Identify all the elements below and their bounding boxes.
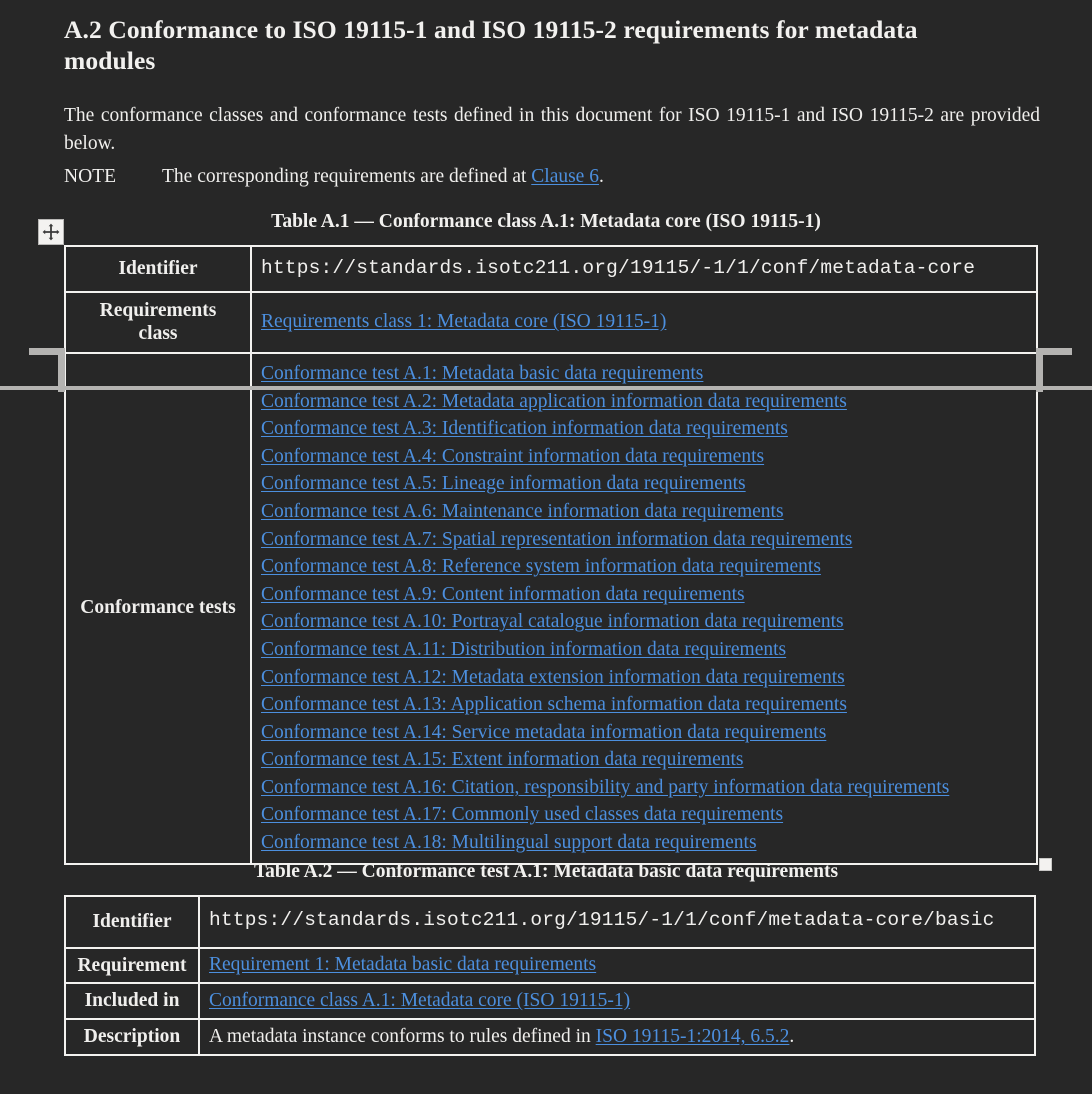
table-row <box>65 948 1035 984</box>
intro-line-2: 19115-2 are provided below. <box>64 105 1041 154</box>
list-item <box>261 526 1027 554</box>
list-item <box>261 443 1027 471</box>
table-row <box>65 896 1035 948</box>
conformance-test-link[interactable]: Conformance test A.4: Constraint information data requirements <box>261 445 765 467</box>
note-line <box>64 163 1040 190</box>
conformance-test-link[interactable]: Conformance test A.1: Metadata basic data requirements <box>261 363 704 385</box>
conformance-test-link[interactable]: Conformance test A.13: Application schema information data requirements <box>261 694 847 716</box>
bracket-bar-vertical <box>58 348 65 392</box>
table-resize-corner[interactable] <box>1039 858 1052 871</box>
cell-included-in-value <box>199 983 1035 1019</box>
page-title: A.2 Conformance to ISO 19115-1 and ISO 19115-2 requirements for metadata modules <box>64 15 918 76</box>
table-a1-caption: Table A.1 — Conformance class A.1: Metadata core (ISO 19115-1) <box>271 211 821 232</box>
list-item <box>261 774 1027 802</box>
intro-line-1: The conformance classes and conformance tests defined in this document for ISO 19115-1 and ISO <box>64 105 864 126</box>
description-text-before: A metadata instance conforms to rules defined in <box>209 1026 596 1048</box>
list-item <box>261 801 1027 829</box>
conformance-class-a1-link[interactable]: Conformance class A.1: Metadata core (ISO 19115-1) <box>209 990 631 1012</box>
requirement-1-link[interactable]: Requirement 1: Metadata basic data requirements <box>209 954 597 976</box>
conformance-test-link[interactable]: Conformance test A.12: Metadata extension information data requirements <box>261 666 845 688</box>
table-row <box>65 983 1035 1019</box>
iso-19115-1-2014-link[interactable]: ISO 19115-1:2014, 6.5.2 <box>595 1026 790 1048</box>
list-item <box>261 415 1027 443</box>
list-item <box>261 829 1027 857</box>
cell-identifier-label: Identifier <box>65 896 199 948</box>
conformance-test-link[interactable]: Conformance test A.3: Identification information data requirements <box>261 418 788 440</box>
conformance-test-link[interactable]: Conformance test A.16: Citation, responsibility and party information data requirements <box>261 776 950 798</box>
list-item <box>261 581 1027 609</box>
list-item <box>261 360 1027 388</box>
description-text-after: . <box>789 1026 795 1048</box>
table-move-handle[interactable] <box>38 219 64 245</box>
cell-conformance-tests-label: Conformance tests <box>65 353 251 863</box>
table-a2[interactable] <box>64 895 1036 1056</box>
cell-requirement-value <box>199 948 1035 984</box>
row-resize-handle-right[interactable] <box>1036 348 1072 392</box>
conformance-test-link[interactable]: Conformance test A.15: Extent information data requirements <box>261 749 744 771</box>
requirements-label-line-2: class <box>138 323 178 345</box>
conformance-test-link[interactable]: Conformance test A.18: Multilingual support data requirements <box>261 831 757 853</box>
conformance-test-link[interactable]: Conformance test A.17: Commonly used classes data requirements <box>261 804 784 826</box>
conformance-test-link[interactable]: Conformance test A.10: Portrayal catalogue information data requirements <box>261 611 844 633</box>
conformance-test-link[interactable]: Conformance test A.8: Reference system information data requirements <box>261 556 821 578</box>
list-item <box>261 553 1027 581</box>
row-resize-guide[interactable] <box>0 386 1092 390</box>
table-a2-caption: Table A.2 — Conformance test A.1: Metadata basic data requirements <box>253 861 839 882</box>
table-a1[interactable] <box>64 245 1038 865</box>
move-arrows-icon <box>42 223 60 241</box>
note-label: NOTE <box>64 166 116 187</box>
cell-description-value <box>199 1019 1035 1055</box>
row-resize-handle-left[interactable] <box>29 348 65 392</box>
list-item <box>261 664 1027 692</box>
list-item <box>261 746 1027 774</box>
note-text-after: . <box>598 166 604 187</box>
list-item <box>261 608 1027 636</box>
cell-description-label: Description <box>65 1019 199 1055</box>
table-row <box>65 292 1037 354</box>
list-item <box>261 691 1027 719</box>
cell-included-in-label: Included in <box>65 983 199 1019</box>
list-item <box>261 636 1027 664</box>
list-item <box>261 388 1027 416</box>
requirements-label-line-1: Requirements <box>99 299 217 321</box>
list-item <box>261 719 1027 747</box>
cell-requirements-class-label <box>65 292 251 354</box>
clause-6-link[interactable]: Clause 6 <box>531 166 599 187</box>
cell-conformance-tests-list <box>251 353 1037 863</box>
conformance-test-link[interactable]: Conformance test A.7: Spatial representation information data requirements <box>261 528 853 550</box>
list-item <box>261 470 1027 498</box>
requirements-class-1-link[interactable]: Requirements class 1: Metadata core (ISO 19115-1) <box>261 311 667 333</box>
conformance-test-link[interactable]: Conformance test A.6: Maintenance information data requirements <box>261 501 784 523</box>
conformance-test-link[interactable]: Conformance test A.14: Service metadata information data requirements <box>261 721 827 743</box>
cell-requirement-label: Requirement <box>65 948 199 984</box>
table-row <box>65 246 1037 292</box>
note-text-before: The corresponding requirements are defined at <box>162 166 532 187</box>
cell-identifier-value: https://standards.isotc211.org/19115/-1/1/conf/metadata-core/basic <box>199 896 1035 948</box>
intro-paragraph <box>64 102 1040 157</box>
conformance-test-link[interactable]: Conformance test A.11: Distribution information data requirements <box>261 638 787 660</box>
conformance-test-link[interactable]: Conformance test A.5: Lineage information data requirements <box>261 473 746 495</box>
list-item <box>261 498 1027 526</box>
cell-requirements-class-value <box>251 292 1037 354</box>
cell-identifier-label: Identifier <box>65 246 251 292</box>
table-row <box>65 1019 1035 1055</box>
conformance-test-link[interactable]: Conformance test A.9: Content information data requirements <box>261 583 745 605</box>
cell-identifier-value: https://standards.isotc211.org/19115/-1/1/conf/metadata-core <box>251 246 1037 292</box>
conformance-test-link[interactable]: Conformance test A.2: Metadata application information data requirements <box>261 390 847 412</box>
table-row <box>65 353 1037 863</box>
bracket-bar-vertical <box>1036 348 1043 392</box>
